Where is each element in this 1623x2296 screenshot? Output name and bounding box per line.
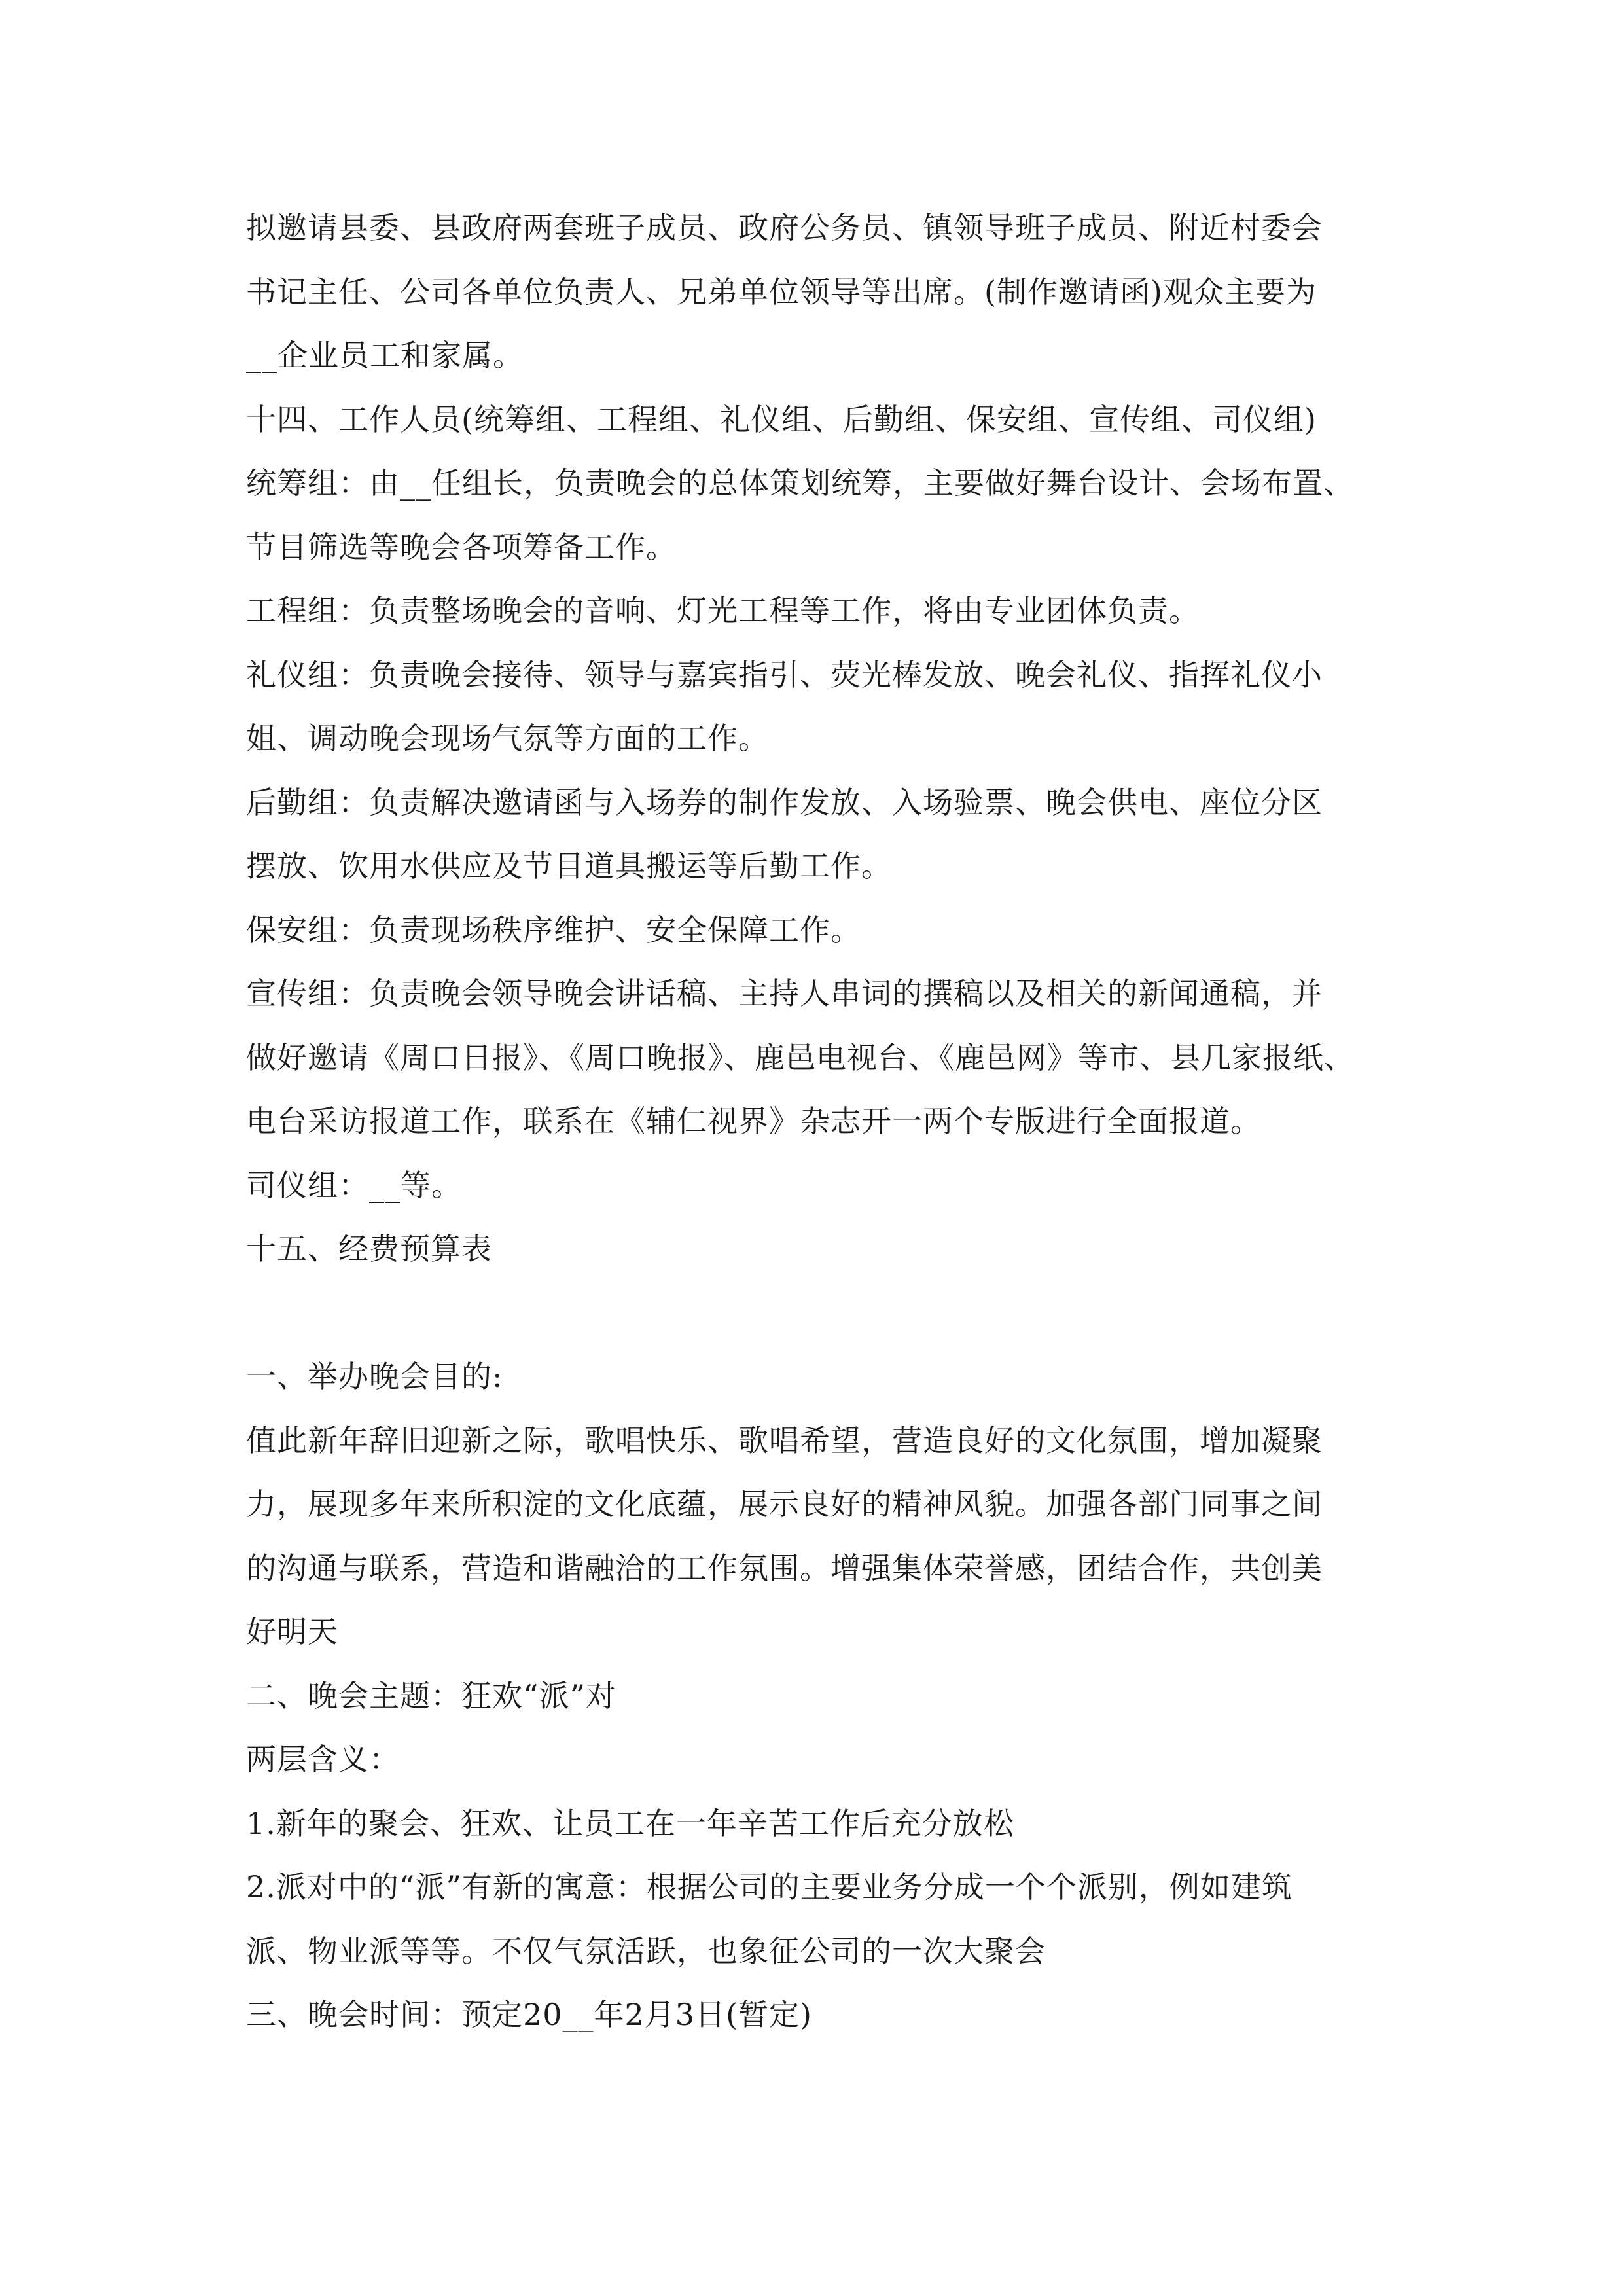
text-line: 司仪组：__等。 [246,1167,462,1203]
section-heading: 二、晚会主题：狂欢“派”对 [246,1677,617,1713]
text-line: 礼仪组：负责晚会接待、领导与嘉宾指引、荧光棒发放、晚会礼仪、指挥礼仪小 [246,656,1323,692]
section-heading: 三、晚会时间：预定20__年2月3日(暂定) [246,1997,812,2032]
section-heading: 十四、工作人员(统筹组、工程组、礼仪组、后勤组、保安组、宣传组、司仪组) [246,401,1317,437]
text-line: 两层含义： [246,1742,400,1777]
document-body [246,196,1398,2047]
text-line: 姐、调动晚会现场气氛等方面的工作。 [246,721,769,756]
text-line: 做好邀请《周口日报》、《周口晚报》、鹿邑电视台、《鹿邑网》等市、县几家报纸、 [246,1039,1355,1075]
text-line: 力，展现多年来所积淀的文化底蕴，展示良好的精神风貌。加强各部门同事之间 [246,1486,1323,1522]
text-line: 节目筛选等晚会各项筹备工作。 [246,529,677,565]
text-line: 统筹组：由__任组长，负责晚会的总体策划统筹，主要做好舞台设计、会场布置、 [246,465,1354,501]
text-line: 派、物业派等等。不仅气氛活跃，也象征公司的一次大聚会 [246,1933,1046,1969]
text-line: 工程组：负责整场晚会的音响、灯光工程等工作，将由专业团体负责。 [246,593,1200,628]
text-line: 摆放、饮用水供应及节目道具搬运等后勤工作。 [246,848,892,884]
text-line: 好明天 [246,1614,338,1649]
text-line: 值此新年辞旧迎新之际，歌唱快乐、歌唱希望，营造良好的文化氛围，增加凝聚 [246,1422,1323,1458]
text-line: 的沟通与联系，营造和谐融洽的工作氛围。增强集体荣誉感，团结合作，共创美 [246,1550,1323,1586]
section-heading: 十五、经费预算表 [246,1231,492,1266]
text-line: 保安组：负责现场秩序维护、安全保障工作。 [246,912,861,948]
text-line: __企业员工和家属。 [246,338,524,373]
section-heading: 一、举办晚会目的: [246,1359,503,1394]
text-line: 电台采访报道工作，联系在《辅仁视界》杂志开一两个专版进行全面报道。 [246,1103,1261,1139]
text-line: 宣传组：负责晚会领导晚会讲话稿、主持人串词的撰稿以及相关的新闻通稿，并 [246,976,1323,1011]
text-line: 拟邀请县委、县政府两套班子成员、政府公务员、镇领导班子成员、附近村委会 [246,210,1323,245]
paragraph-gap [246,1282,1398,1346]
text-line: 后勤组：负责解决邀请函与入场券的制作发放、入场验票、晚会供电、座位分区 [246,784,1323,820]
list-item: 1.新年的聚会、狂欢、让员工在一年辛苦工作后充分放松 [246,1805,1014,1841]
text-line: 书记主任、公司各单位负责人、兄弟单位领导等出席。(制作邀请函)观众主要为 [246,274,1317,310]
list-item: 2.派对中的“派”有新的寓意：根据公司的主要业务分成一个个派别，例如建筑 [246,1869,1293,1905]
